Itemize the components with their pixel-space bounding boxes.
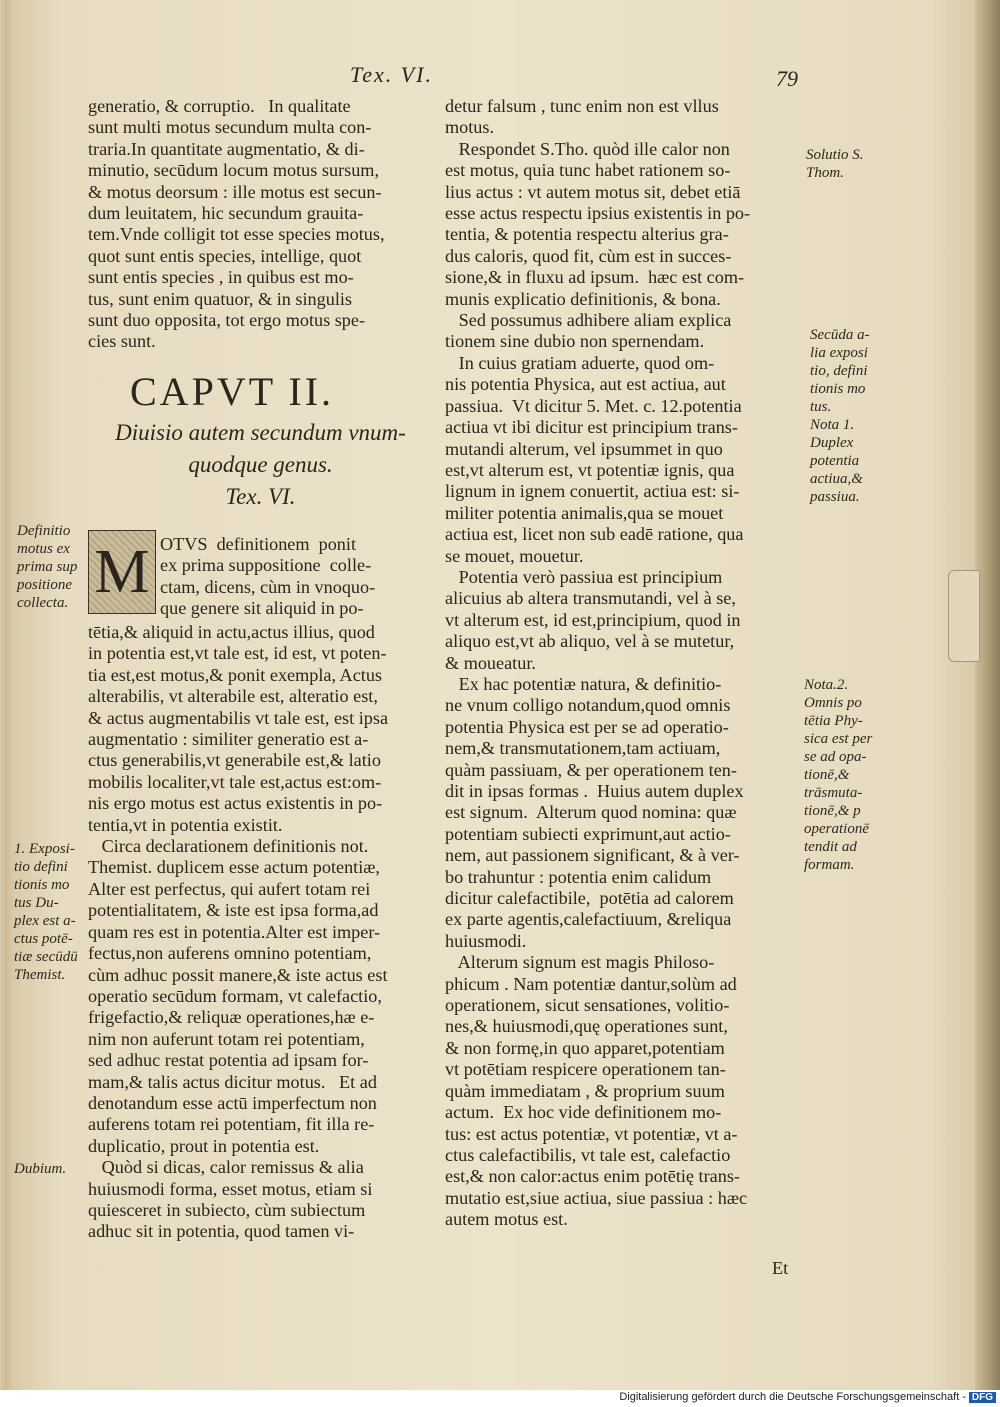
left-column-top xyxy=(88,96,423,353)
book-edge xyxy=(975,0,1000,1390)
left-body-line: Alter est perfectus, qui aufert totam rei xyxy=(88,878,371,899)
left-body-line: tia est,est motus,& ponit exempla, Actus xyxy=(88,664,382,685)
left-top-line: cies sunt. xyxy=(88,331,156,352)
initial-letter: M xyxy=(94,537,150,606)
left-top-line: generatio, & corruptio. In qualitate xyxy=(88,96,351,116)
left-body-line: adhuc sit in potentia, quod tamen vi- xyxy=(88,1221,355,1242)
right-line: mutandi alterum, vel ipsummet in quo xyxy=(445,438,723,459)
right-line: Potentia verò passiua est principium xyxy=(445,566,723,587)
chapter-title: CAPVT II. xyxy=(130,369,335,414)
left-body-line: quam res est in potentia.Alter est imper- xyxy=(88,921,381,942)
margin-note-secunda: Secūda a- lia exposi tio, defini tionis mo tus. Nota 1. Duplex potentia actiua,& passiua. xyxy=(810,327,870,505)
right-line: nem,& transmutationem,tam actiuam, xyxy=(445,738,721,759)
left-body-line: frigefactio,& reliquæ operationes,hæ e- xyxy=(88,1007,375,1028)
catchword: Et xyxy=(772,1258,789,1278)
left-body-line: duplicatio, prout in potentia est. xyxy=(88,1135,320,1156)
initial-line: ctam, dicens, cùm in vnoquo- xyxy=(160,576,376,597)
right-line: motus. xyxy=(445,117,495,138)
margin-note-definitio: Definitio motus ex prima sup positione collecta. xyxy=(17,523,78,611)
right-line: vt potētiam respicere operationem tan- xyxy=(445,1059,726,1080)
right-line: actiua vt ibi dicitur est principium trans- xyxy=(445,417,738,438)
right-line: tentia, & potentia respectu alterius gra- xyxy=(445,224,729,245)
left-body-line: quiesceret in subiecto, cùm subiectum xyxy=(88,1199,366,1220)
page-number: 79 xyxy=(776,66,798,91)
left-top-line: & motus deorsum : ille motus est secun- xyxy=(88,181,382,202)
right-line: In cuius gratiam aduerte, quod om- xyxy=(445,352,715,373)
left-body-line: & actus augmentabilis vt tale est, est ipsa xyxy=(88,707,389,728)
right-line: nis potentia Physica, aut est actiua, aut xyxy=(445,374,726,395)
right-line: & non formę,in quo apparet,potentiam xyxy=(445,1037,725,1058)
right-line: huiusmodi. xyxy=(445,930,527,951)
margin-note-exposition: 1. Exposi- tio defini tionis mo tus Du- plex est a- ctus potē- tiæ secūdū Themist. xyxy=(14,841,78,983)
left-body-line: huiusmodi forma, esset motus, etiam si xyxy=(88,1178,373,1199)
right-line: Sed possumus adhibere aliam explica xyxy=(445,310,732,331)
right-line: actiua est, licet non sub eadē ratione, qua xyxy=(445,524,744,545)
left-body-line: potentialitatem, & iste est ipsa forma,ad xyxy=(88,900,379,921)
left-body-line: mobilis localiter,vt tale est,actus est:om- xyxy=(88,771,382,792)
margin-note-solutio: Solutio S. Thom. xyxy=(806,147,864,181)
right-line: aliquo est,vt ab aliquo, vel à se mutetur, xyxy=(445,631,735,652)
left-body-line: cùm adhuc possit manere,& iste actus est xyxy=(88,964,388,985)
right-line: sione,& in fluxu ad ipsum. hæc est com- xyxy=(445,267,745,288)
chapter-subtitle-2: quodque genus. xyxy=(188,452,333,477)
right-line: quàm passiuam, & per operationem ten- xyxy=(445,759,737,780)
initial-line: que genere sit aliquid in po- xyxy=(160,598,364,619)
left-body-line: nim non auferunt totam rei potentiam, xyxy=(88,1028,365,1049)
decorated-initial xyxy=(88,530,156,614)
left-body-line: denotandum esse actū imperfectum non xyxy=(88,1092,377,1113)
right-line: est,& non calor:actus enim potētię trans- xyxy=(445,1166,740,1187)
initial-line: ex prima suppositione colle- xyxy=(160,555,372,576)
right-line: actum. Ex hoc vide definitionem mo- xyxy=(445,1102,722,1123)
right-line: ex parte agentis,calefactiuum, &reliqua xyxy=(445,909,732,930)
left-body-line: in potentia est,vt tale est, id est, vt poten- xyxy=(88,643,387,664)
right-line: operationem, sicut sensationes, volitio- xyxy=(445,995,730,1016)
right-column xyxy=(445,96,800,1231)
right-line: nes,& huiusmodi,quę operationes sunt, xyxy=(445,1016,728,1037)
right-line: passiua. Vt dicitur 5. Met. c. 12.potentia xyxy=(445,395,742,416)
left-top-line: quot sunt entis species, intellige, quot xyxy=(88,245,362,266)
left-top-line: sunt multi motus secundum multa con- xyxy=(88,117,372,138)
right-line: Respondet S.Tho. quòd ille calor non xyxy=(445,138,730,159)
right-line: munis explicatio definitionis, & bona. xyxy=(445,288,721,309)
right-line: lignum in ignem conuertit, actiua est: si- xyxy=(445,481,740,502)
right-line: Ex hac potentiæ natura, & definitio- xyxy=(445,673,722,694)
right-line: mutatio est,siue actiua, siue passiua : hæc xyxy=(445,1187,748,1208)
left-body-line: sed adhuc restat potentia ad ipsam for- xyxy=(88,1050,369,1071)
left-top-line: traria.In quantitate augmentatio, & di- xyxy=(88,138,365,159)
right-line: autem motus est. xyxy=(445,1209,568,1230)
chapter-subtitle-3: Tex. VI. xyxy=(225,484,296,509)
left-body-line: mam,& talis actus dicitur motus. Et ad xyxy=(88,1071,377,1092)
margin-note-nota2: Nota.2. Omnis po tētia Phy- sica est per se ad opa- tionē,& trāsmuta- tionē,& p operationē tendit ad formam. xyxy=(804,677,873,873)
left-top-line: sunt duo opposita, tot ergo motus spe- xyxy=(88,310,366,331)
right-line: esse actus respectu ipsius existentis in po- xyxy=(445,203,751,224)
left-top-line: dum leuitatem, hic secundum grauita- xyxy=(88,203,364,224)
left-body-line: operatio secūdum formam, vt calefactio, xyxy=(88,985,382,1006)
right-line: dit in ipsas formas . Huius autem duplex xyxy=(445,781,744,801)
left-body-line: tentia,vt in potentia existit. xyxy=(88,814,283,835)
left-top-line: tem.Vnde colligit tot esse species motus, xyxy=(88,224,385,245)
left-body-line: ctus generabilis,vt generabile est,& latio xyxy=(88,750,381,771)
left-top-line: sunt entis species , in quibus est mo- xyxy=(88,267,354,288)
right-line: est motus, quia tunc habet rationem so- xyxy=(445,160,731,181)
right-line: tionem sine dubio non spernendam. xyxy=(445,331,705,352)
right-line: ctus calefactibilis, vt tale est, calefactio xyxy=(445,1144,731,1165)
left-body-line: nis ergo motus est actus existentis in po- xyxy=(88,793,383,814)
footer-credit: Digitalisierung gefördert durch die Deutsche Forschungsgemeinschaft - xyxy=(619,1391,966,1403)
left-body-line: Circa declarationem definitionis not. xyxy=(88,836,369,857)
right-line: dus caloris, quod fit, cùm est in succes- xyxy=(445,245,732,266)
dfg-logo: DFG xyxy=(969,1392,996,1403)
right-line: militer potentia animalis,qua se mouet xyxy=(445,502,724,523)
left-body-line: alterabilis, vt alterabile est, alteratio est, xyxy=(88,686,378,707)
right-line: dicitur calefactibile, potētia ad calorem xyxy=(445,888,734,909)
page-tab-marker xyxy=(948,570,980,662)
left-body-line: augmentatio : similiter generatio est a- xyxy=(88,729,369,750)
right-line: potentiam subiecti exprimunt,aut actio- xyxy=(445,823,731,844)
left-top-line: minutio, secūdum locum motus sursum, xyxy=(88,160,379,181)
initial-line: OTVS definitionem ponit xyxy=(160,534,357,554)
right-line: phicum . Nam potentiæ dantur,solùm ad xyxy=(445,973,737,994)
right-line: se mouet, mouetur. xyxy=(445,545,584,566)
left-top-line: tus, sunt enim quatuor, & in singulis xyxy=(88,288,353,309)
right-line: est signum. Alterum quod nomina: quæ xyxy=(445,802,737,823)
right-line: nem, aut passionem significant, & à ver- xyxy=(445,845,740,866)
right-line: Alterum signum est magis Philoso- xyxy=(445,952,715,973)
left-body-line: Quòd si dicas, calor remissus & alia xyxy=(88,1157,364,1178)
right-line: lius actus : vt autem motus sit, debet etiā xyxy=(445,181,741,202)
right-line: bo trahuntur : potentia enim calidum xyxy=(445,866,712,887)
right-line: tus: est actus potentiæ, vt potentiæ, vt a- xyxy=(445,1123,738,1144)
left-column-body xyxy=(88,622,423,1243)
chapter-subtitle-1: Diuisio autem secundum vnum- xyxy=(115,420,406,445)
right-line: quàm immediatam , & proprium suum xyxy=(445,1080,725,1101)
right-line: vt alterum est, id est,principium, quod in xyxy=(445,609,741,630)
left-body-line: auferens totam rei potentiam, fit illa re- xyxy=(88,1114,375,1135)
left-body-line: Themist. duplicem esse actum potentiæ, xyxy=(88,857,380,878)
running-title: Tex. VI. xyxy=(350,62,434,87)
right-line: ne vnum colligo notandum,quod omnis xyxy=(445,695,731,716)
right-line: est,vt alterum est, vt potentiæ ignis, qua xyxy=(445,459,735,480)
right-line: & moueatur. xyxy=(445,652,536,673)
right-line: detur falsum , tunc enim non est vllus xyxy=(445,96,719,116)
right-line: potentia Physica est per se ad operatio- xyxy=(445,716,729,737)
left-body-line: tētia,& aliquid in actu,actus illius, quod xyxy=(88,622,375,642)
initial-lines xyxy=(160,534,375,620)
margin-note-dubium: Dubium. xyxy=(14,1161,67,1177)
left-body-line: fectus,non auferens omnino potentiam, xyxy=(88,943,372,964)
right-line: alicuius ab altera transmutandi, vel à se, xyxy=(445,588,736,609)
